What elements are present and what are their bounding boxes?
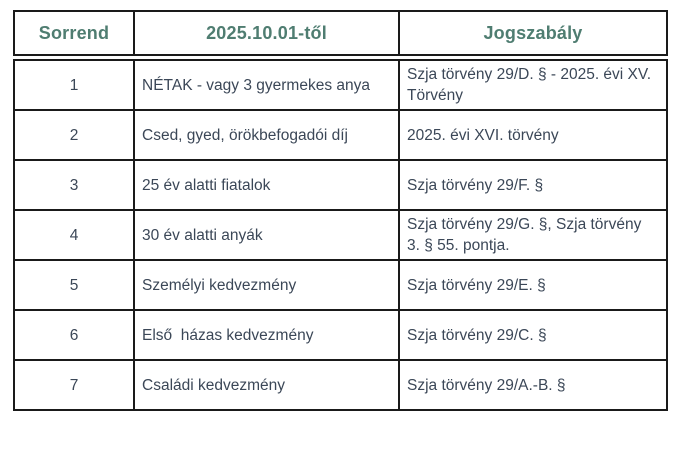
order-cell: 6 [14, 310, 134, 360]
item-cell: NÉTAK - vagy 3 gyermekes anya [134, 60, 399, 110]
column-header-jogszabaly: Jogszabály [399, 11, 667, 55]
table-row [14, 310, 667, 360]
table-row [14, 360, 667, 410]
item-cell: Első házas kedvezmény [134, 310, 399, 360]
order-cell: 4 [14, 210, 134, 260]
law-cell: Szja törvény 29/E. § [399, 260, 667, 310]
table-body [13, 59, 668, 411]
table-row [14, 110, 667, 160]
order-cell: 1 [14, 60, 134, 110]
table-header [13, 10, 668, 56]
column-header-date: 2025.10.01-től [134, 11, 399, 55]
order-cell: 7 [14, 360, 134, 410]
item-cell: 25 év alatti fiatalok [134, 160, 399, 210]
item-cell: Személyi kedvezmény [134, 260, 399, 310]
law-cell: 2025. évi XVI. törvény [399, 110, 667, 160]
table-row [14, 160, 667, 210]
column-header-sorrend: Sorrend [14, 11, 134, 55]
order-cell: 5 [14, 260, 134, 310]
table-row [14, 60, 667, 110]
item-cell: Családi kedvezmény [134, 360, 399, 410]
order-cell: 3 [14, 160, 134, 210]
item-cell: 30 év alatti anyák [134, 210, 399, 260]
table-row [14, 210, 667, 260]
header-row [14, 11, 667, 55]
table-row [14, 260, 667, 310]
law-cell: Szja törvény 29/C. § [399, 310, 667, 360]
item-cell: Csed, gyed, örökbefogadói díj [134, 110, 399, 160]
law-cell: Szja törvény 29/F. § [399, 160, 667, 210]
law-cell: Szja törvény 29/G. §, Szja törvény 3. § 55. pontja. [399, 210, 667, 260]
order-cell: 2 [14, 110, 134, 160]
law-cell: Szja törvény 29/A.-B. § [399, 360, 667, 410]
benefits-order-table [13, 10, 666, 411]
law-cell: Szja törvény 29/D. § - 2025. évi XV. Törvény [399, 60, 667, 110]
